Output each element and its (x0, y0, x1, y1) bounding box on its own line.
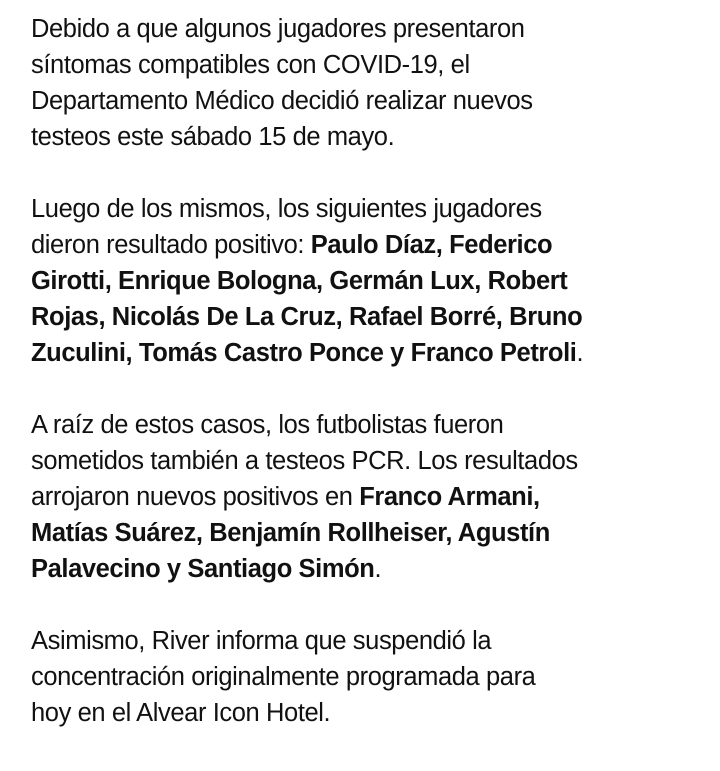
pcr-positives-names: Franco Armani, Matías Suárez, Benjamín Rollheiser, Agustín Palavecino y Santiago Simón (31, 483, 550, 583)
paragraph-pcr-positives (31, 407, 696, 587)
first-positives-names: Paulo Díaz, Federico Girotti, Enrique Bologna, Germán Lux, Robert Rojas, Nicolás De La Cruz, Rafael Borré, Bruno Zuculini, Tomás Castro Ponce y Franco Petroli (31, 231, 583, 367)
paragraph-testing-announcement (31, 11, 696, 155)
paragraph-first-positives (31, 191, 696, 371)
testing-announcement-text: Debido a que algunos jugadores presentaron síntomas compatibles con COVID-19, el Departamento Médico decidió realizar nuevos testeos este sábado 15 de mayo. (31, 15, 533, 151)
first-positives-intro: Luego de los mismos, los siguientes jugadores dieron resultado positivo: (31, 195, 542, 259)
first-positives-period: . (576, 339, 584, 367)
hotel-suspension-text: Asimismo, River informa que suspendió la concentración originalmente programada para hoy en el Alvear Icon Hotel. (31, 627, 536, 727)
club-statement (31, 11, 696, 731)
pcr-positives-period: . (374, 555, 382, 583)
pcr-positives-intro: A raíz de estos casos, los futbolistas fueron sometidos también a testeos PCR. Los resultados arrojaron nuevos positivos en (31, 411, 578, 511)
paragraph-hotel-suspension (31, 623, 696, 731)
